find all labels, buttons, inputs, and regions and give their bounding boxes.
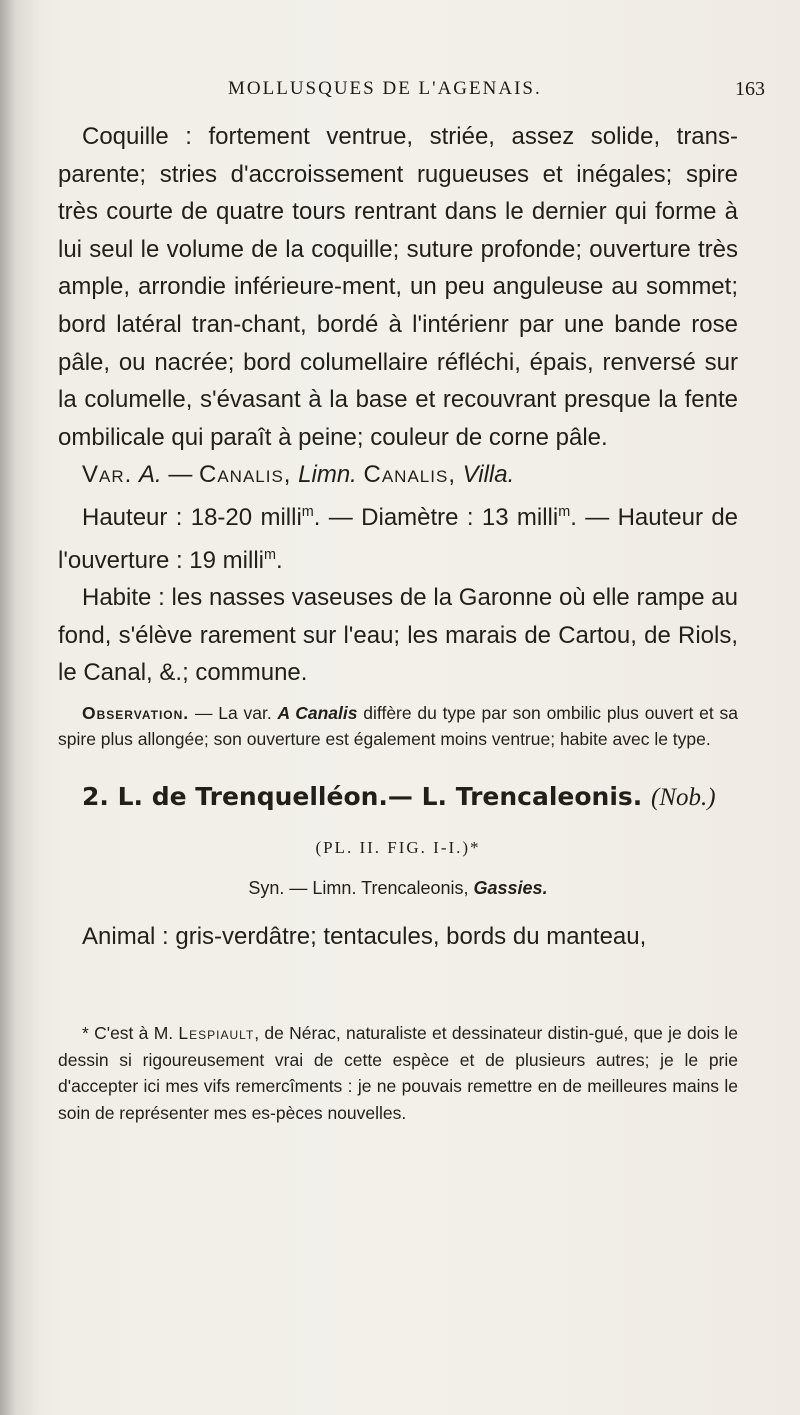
- height-unit: m: [301, 503, 314, 520]
- species-author: (Nob.): [651, 783, 716, 811]
- footnote-text: , de Nérac, naturaliste et dessinateur distin-gué, que je dois le dessin si rigoureusement vrai de cette espèce et de plusieurs autres; je le prie d'accepter ici mes vifs remercîments : je ne pouvais remettre en de meilleures mains le soin de représenter mes es-pèces nouvelles.: [58, 1023, 738, 1123]
- aperture-measure: . — Hauteur de l'ouverture : 19 milli: [58, 503, 739, 574]
- observation-prefix: — La var.: [189, 702, 278, 723]
- species-name: L. de Trenquelléon.: [117, 781, 388, 811]
- measurements-end: .: [276, 546, 283, 574]
- observation-label: Observation.: [82, 702, 190, 723]
- variety-name-1: Canalis,: [199, 461, 292, 489]
- running-head: [0, 78, 800, 108]
- synonym: [58, 870, 738, 908]
- plate-reference: (PL. II. FIG. I-I.)*: [315, 837, 481, 857]
- observation-text: diffère du type par son ombilic plus ouvert et sa spire plus allongée; son ouverture est également moins ventrue; habite avec le type.: [58, 702, 738, 749]
- variety-author: Villa.: [462, 461, 515, 489]
- habitat: Habite : les nasses vaseuses de la Garonne où elle rampe au fond, s'élève rarement sur l'eau; les marais de Cartou, de Riols, le Canal, &.; commune.: [58, 584, 738, 687]
- species-number: 2.: [82, 781, 109, 811]
- variety-line: [58, 456, 738, 494]
- height-measure: Hauteur : 18-20 milli: [82, 503, 302, 531]
- measurements: [58, 494, 738, 579]
- synonym-prefix: Syn. — Limn. Trencaleonis,: [248, 878, 474, 899]
- diameter-unit: m: [558, 503, 571, 520]
- body-text: [58, 118, 738, 955]
- footnote: [58, 1020, 738, 1126]
- footnote-person: Lespiault: [178, 1023, 255, 1043]
- shell-description: Coquille : fortement ventrue, striée, assez solide, trans-parente; stries d'accroissement rugueuses et inégales; spire très courte de quatre tours rentrant dans le dernier qui forme à lui seul le volume de la coquille; suture profonde; ouverture très ample, arrondie inférieure-ment, un peu anguleuse au sommet; bord latéral tran-chant, bordé à l'intérienr par une bande rose pâle, ou nacrée; bord columellaire réfléchi, épais, renversé sur la columelle, s'évasant à la base et recouvrant presque la fente ombilicale qui paraît à peine; couleur de corne pâle.: [58, 123, 738, 451]
- observation-variety: A Canalis: [277, 702, 358, 723]
- binding-shadow: [0, 0, 40, 1415]
- aperture-unit: m: [264, 546, 276, 563]
- synonym-author: Gassies.: [473, 878, 548, 899]
- variety-letter: A.: [138, 461, 162, 489]
- species-heading: [58, 778, 738, 817]
- variety-name-2: Canalis,: [363, 461, 456, 489]
- variety-dash: —: [168, 461, 193, 489]
- observation: [58, 700, 738, 752]
- variety-genus: Limn.: [298, 461, 357, 489]
- running-head-title: MOLLUSQUES DE L'AGENAIS.: [228, 78, 542, 99]
- page-number: 163: [735, 78, 765, 100]
- species-latin: — L. Trencaleonis.: [387, 781, 643, 811]
- animal-description: Animal : gris-verdâtre; tentacules, bords du manteau,: [82, 922, 647, 950]
- diameter-measure: . — Diamètre : 13 milli: [313, 503, 559, 531]
- variety-label: Var.: [82, 461, 133, 489]
- footnote-mark: * C'est à M.: [82, 1023, 179, 1043]
